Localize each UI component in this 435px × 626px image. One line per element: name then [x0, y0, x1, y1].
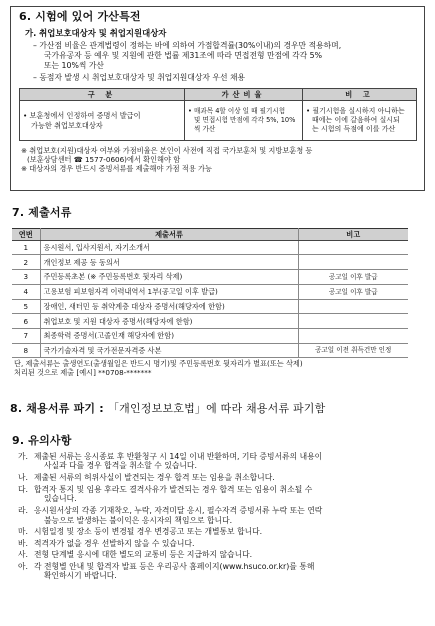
section-6-title: 6. 시험에 있어 가산특전: [19, 10, 141, 23]
section-7: [10, 206, 425, 377]
notice-list: [10, 452, 425, 581]
section-8: [10, 402, 425, 416]
row-document: 개인정보 제공 등 동의서: [40, 255, 298, 270]
row-number: 1: [12, 240, 40, 255]
notice-item: [18, 562, 425, 581]
notice-item-marker: 사.: [18, 550, 29, 560]
row-note: [298, 240, 408, 255]
section-6-paragraph-2: – 동점자 발생 시 취업보호대상자 및 취업지원대상자 우선 채용: [33, 73, 246, 83]
notice-item-text: [34, 485, 425, 504]
documents-table-header: 연번: [12, 228, 40, 240]
cell-line: 는 시험의 득점에 이를 가산: [312, 125, 396, 134]
section-7-notes: [14, 359, 425, 377]
section-8-title: [10, 402, 425, 416]
para1-line: – 가산점 비율은 관계법령이 정하는 바에 의하여 가점합격률(30%이내)의 경우만 적용하며,: [33, 41, 342, 51]
table-row: [12, 299, 408, 314]
notice-item-line: 시험일정 및 장소 등이 변경될 경우 변경공고 또는 개별통보 합니다.: [34, 527, 263, 537]
documents-table-header: 제출서류: [40, 228, 298, 240]
notice-item-line: 불능으로 발생하는 불이익은 응시자의 책임으로 합니다.: [44, 515, 233, 525]
cell-line: 씩 가산: [194, 125, 216, 134]
row-note: 공고일 이후 발급: [298, 270, 408, 285]
cell-line: • 필기시험을 실시하지 아니하는: [306, 106, 405, 115]
note-line: ※ 대상자의 경우 반드시 증빙서류를 제출해야 가점 적용 가능: [21, 164, 212, 174]
cell-line: • 보훈청에서 인정하여 증명서 발급이: [23, 110, 141, 120]
notice-item-text: [34, 550, 425, 560]
bonus-table-header: 비 고: [303, 89, 417, 101]
notice-item: [18, 485, 425, 504]
table-row: [12, 328, 408, 343]
cell-line: 가능한 취업보호대상자: [31, 120, 103, 130]
cell-line: • 매과목 4할 이상 일 때 필기시험: [188, 107, 286, 116]
notice-item-marker: 라.: [18, 505, 29, 515]
section-6-subheading: 가. 취업보호대상자 및 취업지원대상자: [25, 27, 167, 38]
bonus-table: [19, 88, 417, 141]
notice-item-text: [34, 452, 425, 471]
notice-item: [18, 550, 425, 560]
notice-item: [18, 473, 425, 483]
table-row: [12, 255, 408, 270]
table-row: [12, 270, 408, 285]
bonus-table-header: 구 분: [20, 89, 185, 101]
bonus-table-header: 가산비율: [185, 89, 303, 101]
para1-line: 또는 10%씩 가산: [44, 60, 104, 70]
para1-line: 국가유공자 등 예우 및 지원에 관한 법률 제31조에 따라 면접전형 만점에 각각 5%: [44, 50, 322, 60]
bonus-table-cell: [20, 101, 185, 141]
row-number: 7: [12, 328, 40, 343]
notice-item-line: 전형 단계별 응시에 대한 별도의 교통비 등은 지급하지 않습니다.: [34, 550, 253, 560]
notice-item-line: 적격자가 없을 경우 선발하지 않을 수 있습니다.: [34, 538, 195, 548]
documents-table-header: 비고: [298, 228, 408, 240]
section-7-title: 7. 제출서류: [12, 206, 72, 219]
section-8-title-bold: 8. 채용서류 파기 :: [10, 402, 104, 415]
row-number: 4: [12, 284, 40, 299]
notice-item-marker: 바.: [18, 538, 29, 548]
notice-item-line: 제출된 서류는 응시종료 후 반환청구 시 14일 이내 반환하며, 기타 증빙서류의 내용이: [34, 451, 323, 461]
notice-item-line: 제출된 서류의 허위사실이 발견되는 경우 합격 또는 임용을 취소합니다.: [34, 473, 275, 483]
row-document: 최종학력 증명서(고졸인재 해당자에 한함): [40, 328, 298, 343]
section-6-paragraph-1: [33, 41, 418, 70]
section-6-box: [10, 6, 425, 191]
notice-item-text: [34, 527, 425, 537]
notice-item: [18, 539, 425, 549]
row-note: 공고일 이전 취득건만 인정: [298, 343, 408, 358]
note-line: 단, 제출서류는 출생연도(출생월일은 반드시 명기)및 주민등록번호 뒷자리가 별표(또는 삭제): [14, 359, 303, 369]
row-document: 고용보험 피보험자격 이력내역서 1부(공고일 이후 발급): [40, 284, 298, 299]
notice-item-marker: 마.: [18, 527, 29, 537]
row-document: 장애인, 새터민 등 취약계층 대상자 증명서(해당자에 한함): [40, 299, 298, 314]
row-number: 3: [12, 270, 40, 285]
table-row: [12, 240, 408, 255]
notice-item-line: 있습니다.: [44, 494, 77, 504]
row-document: 취업보호 및 지원 대상자 증명서(해당자에 한함): [40, 314, 298, 329]
row-document: 응시원서, 입사지원서, 자기소개서: [40, 240, 298, 255]
section-9-title: 9. 유의사항: [12, 434, 72, 447]
notice-item-line: 합격자 통지 및 임용 후라도 결격사유가 발견되는 경우 합격 또는 임용이 취소될 수: [34, 484, 313, 494]
row-document: 국가기술자격 및 국가전문자격증 사본: [40, 343, 298, 358]
note-line: (보훈상담센터 ☎ 1577-0606)에서 확인해야 함: [27, 155, 181, 165]
table-row: [12, 284, 408, 299]
cell-line: 및 면접시험 만점에 각각 5%, 10%: [194, 116, 296, 125]
section-6-notes: [21, 146, 418, 173]
note-line: ※ 취업보호(지원)대상자 여부와 가점비율은 본인이 사전에 직접 국가보훈처 및 지방보훈청 등: [21, 146, 313, 156]
section-9: [10, 434, 425, 583]
row-number: 2: [12, 255, 40, 270]
row-document: 주민등록초본 (※ 주민등록번호 뒷자리 삭제): [40, 270, 298, 285]
bonus-table-cell: [185, 101, 303, 141]
notice-item-marker: 나.: [18, 473, 29, 483]
row-number: 8: [12, 343, 40, 358]
bonus-table-cell: [303, 101, 417, 141]
table-row: [12, 343, 408, 358]
notice-item: [18, 527, 425, 537]
notice-item-line: 사실과 다를 경우 합격을 취소할 수 있습니다.: [44, 461, 197, 471]
row-note: [298, 299, 408, 314]
row-note: [298, 255, 408, 270]
note-line: 처리된 것으로 제출 [예시] **0708-*******: [14, 368, 152, 378]
row-number: 5: [12, 299, 40, 314]
notice-item-line: 각 전형별 안내 및 합격자 발표 등은 우리공사 홈페이지(www.hsuco.or.kr)를 통해: [34, 561, 315, 571]
notice-item-text: [34, 506, 425, 525]
notice-item-marker: 가.: [18, 451, 29, 461]
row-note: 공고일 이후 발급: [298, 284, 408, 299]
notice-item-marker: 아.: [18, 561, 29, 571]
section-8-title-rest: 「개인정보보호법」에 따라 채용서류 파기함: [107, 402, 326, 415]
notice-item-line: 응시원서상의 각종 기재착오, 누락, 자격미달 응시, 필수자격 증빙서류 누락 또는 연락: [34, 505, 323, 515]
notice-item-text: [34, 539, 425, 549]
notice-item-marker: 다.: [18, 484, 29, 494]
documents-table: [12, 228, 408, 359]
cell-line: 때에는 이에 갈음하여 실시되: [312, 115, 400, 124]
notice-item-text: [34, 562, 425, 581]
row-note: [298, 314, 408, 329]
table-row: [12, 314, 408, 329]
notice-item-line: 확인하시기 바랍니다.: [44, 571, 117, 581]
notice-item-text: [34, 473, 425, 483]
row-number: 6: [12, 314, 40, 329]
row-note: [298, 328, 408, 343]
notice-item: [18, 452, 425, 471]
notice-item: [18, 506, 425, 525]
